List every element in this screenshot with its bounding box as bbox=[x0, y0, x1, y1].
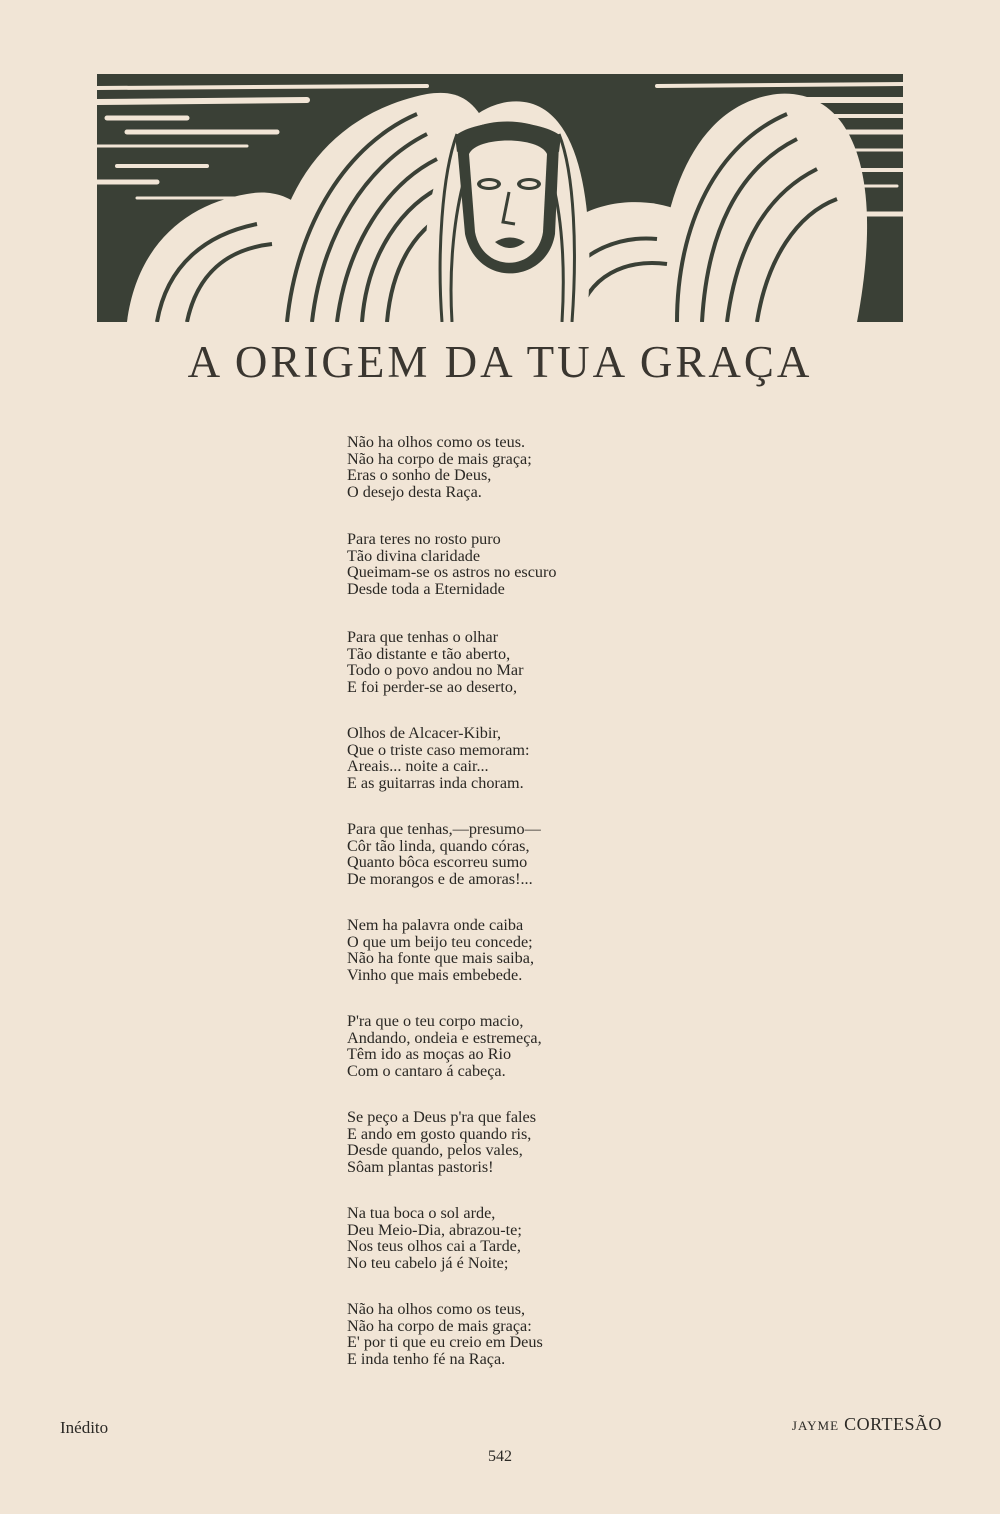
poem-line: Vinho que mais embebede. bbox=[347, 965, 523, 984]
poem-line: E ando em gosto quando ris, bbox=[347, 1124, 532, 1143]
poem-line: Deu Meio-Dia, abrazou-te; bbox=[347, 1220, 522, 1239]
poem-line: Que o triste caso memoram: bbox=[347, 740, 530, 759]
stanza-6 bbox=[347, 917, 687, 983]
page-number: 542 bbox=[488, 1448, 512, 1465]
poem-line: Olhos de Alcacer-Kibir, bbox=[347, 724, 502, 742]
poem-line: Côr tão linda, quando córas, bbox=[347, 836, 530, 855]
stanza-9 bbox=[347, 1205, 687, 1271]
stanza-2 bbox=[347, 531, 687, 597]
poem-line: Desde quando, pelos vales, bbox=[347, 1141, 523, 1159]
stanza-3 bbox=[347, 629, 687, 695]
unpublished-note: Inédito bbox=[60, 1418, 109, 1437]
poem-body bbox=[347, 434, 687, 1367]
author-signature bbox=[792, 1414, 942, 1435]
poem-line: Nem ha palavra onde caiba bbox=[347, 916, 524, 934]
poem-line: Não ha fonte que mais saiba, bbox=[347, 949, 534, 967]
poem-line: Areais... noite a cair... bbox=[347, 757, 489, 775]
poem-line: Sôam plantas pastoris! bbox=[347, 1157, 494, 1176]
stanza-4 bbox=[347, 725, 687, 791]
poem-line: Não ha corpo de mais graça; bbox=[347, 449, 532, 468]
poem-line: Quanto bôca escorreu sumo bbox=[347, 853, 528, 871]
poem-line: P'ra que o teu corpo macio, bbox=[347, 1012, 524, 1030]
poem-line: O desejo desta Raça. bbox=[347, 482, 482, 501]
author-last-name: CORTESÃO bbox=[844, 1414, 942, 1434]
poem-line: Andando, ondeia e estremeça, bbox=[347, 1028, 542, 1047]
stanza-1 bbox=[347, 434, 687, 500]
stanza-8 bbox=[347, 1109, 687, 1175]
poem-line: O que um beijo teu concede; bbox=[347, 932, 533, 951]
poem-line: Não ha olhos como os teus. bbox=[347, 433, 526, 451]
stanza-7 bbox=[347, 1013, 687, 1079]
stanza-5 bbox=[347, 821, 687, 887]
poem-line: Não ha olhos como os teus, bbox=[347, 1300, 526, 1318]
poem-line: Tão divina claridade bbox=[347, 546, 481, 565]
poem-line: Queimam-se os astros no escuro bbox=[347, 563, 557, 581]
woodcut-illustration bbox=[97, 74, 903, 322]
poem-title: A ORIGEM DA TUA GRAÇA bbox=[187, 337, 813, 387]
poem-line: E inda tenho fé na Raça. bbox=[347, 1349, 506, 1368]
poem-line: E foi perder-se ao deserto, bbox=[347, 677, 518, 696]
poem-line: E as guitarras inda choram. bbox=[347, 773, 524, 792]
poem-line: Nos teus olhos cai a Tarde, bbox=[347, 1237, 521, 1255]
poem-line: Não ha corpo de mais graça: bbox=[347, 1316, 532, 1335]
poem-line: De morangos e de amoras!... bbox=[347, 869, 533, 888]
poem-line: Para que tenhas,—presumo— bbox=[347, 820, 541, 838]
stanza-10 bbox=[347, 1301, 687, 1367]
poem-line: Eras o sonho de Deus, bbox=[347, 466, 492, 484]
poem-line: Se peço a Deus p'ra que fales bbox=[347, 1108, 536, 1126]
poem-line: E' por ti que eu creio em Deus bbox=[347, 1333, 543, 1351]
poem-line: Para que tenhas o olhar bbox=[347, 628, 499, 646]
poem-line: Com o cantaro á cabeça. bbox=[347, 1061, 506, 1080]
poem-line: Na tua boca o sol arde, bbox=[347, 1204, 496, 1222]
poem-line: Tão distante e tão aberto, bbox=[347, 644, 511, 663]
poem-line: Têm ido as moças ao Rio bbox=[347, 1045, 512, 1063]
poem-line: Para teres no rosto puro bbox=[347, 530, 501, 548]
author-first-name: JAYME bbox=[791, 1418, 840, 1433]
poem-line: Desde toda a Eternidade bbox=[347, 579, 505, 598]
poem-line: Todo o povo andou no Mar bbox=[347, 661, 524, 679]
poem-line: No teu cabelo já é Noite; bbox=[347, 1253, 509, 1272]
woodcut-face-waves-image bbox=[97, 74, 903, 322]
